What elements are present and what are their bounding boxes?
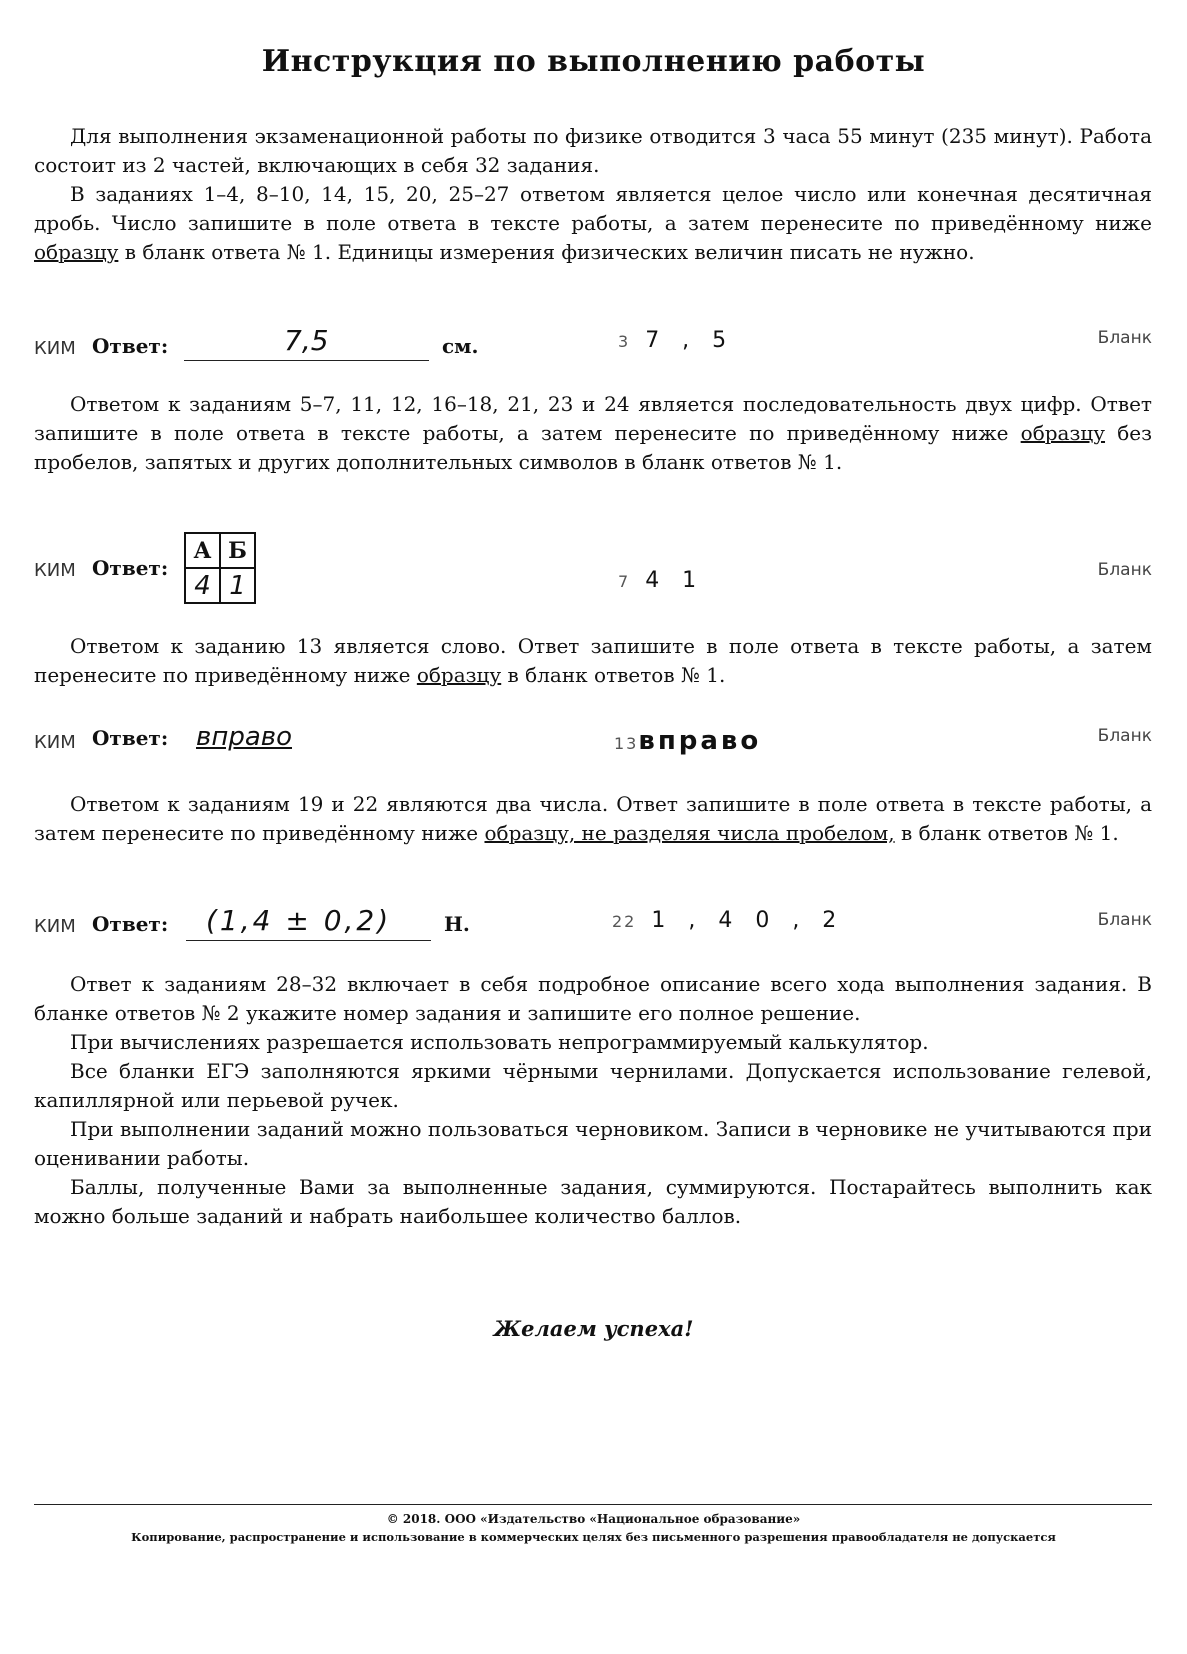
closing-paragraph-5: Баллы, полученные Вами за выполненные задания, суммируются. Постарайтесь выполнить как можно больше заданий и набрать наибольшее количество баллов.: [34, 1175, 1152, 1228]
blank-sample: 3 7 , 5: [618, 328, 735, 353]
cell-value-a: 4: [185, 568, 220, 603]
handwritten-answer: 7,5: [284, 324, 329, 357]
blank-label: Бланк: [1097, 560, 1152, 580]
closing-paragraph-1: Ответ к заданиям 28–32 включает в себя подробное описание всего хода выполнения задания. В бланке ответов № 2 укажите номер задания и запишите его полное решение.: [34, 972, 1152, 1025]
answer-label: Ответ:: [92, 726, 169, 750]
closing-paragraph-2: При вычислениях разрешается использовать непрограммируемый калькулятор.: [70, 1030, 929, 1054]
closing-paragraph-4: При выполнении заданий можно пользоваться черновиком. Записи в черновике не учитываются при оценивании работы.: [34, 1117, 1152, 1170]
intro-paragraph-1: Для выполнения экзаменационной работы по физике отводится 3 часа 55 минут (235 минут). Работа состоит из 2 частей, включающих в себя 32 задания.: [34, 124, 1152, 177]
handwritten-answer: (1,4 ± 0,2): [206, 904, 392, 937]
unit-label: см.: [442, 334, 479, 358]
answer-table: [184, 532, 256, 604]
blank-sample: 7 4 1: [618, 568, 705, 593]
unit-label: Н.: [444, 912, 470, 936]
section3-text: [34, 632, 1152, 690]
blank-sample: 13вправо: [614, 726, 762, 756]
sample-link: образцу: [416, 663, 502, 687]
closing-paragraph-3: Все бланки ЕГЭ заполняются яркими чёрными чернилами. Допускается использование гелевой, капиллярной или перьевой ручек.: [34, 1059, 1152, 1112]
section2-paragraph: Ответом к заданиям 5–7, 11, 12, 16–18, 21, 23 и 24 является последовательность двух цифр. Ответ запишите в поле ответа в тексте работы, а затем перенесите по приведённому ниже образцу без пробелов, запятых и других дополнительных символов в бланк ответов № 1.: [34, 392, 1152, 474]
intro-paragraph-2: В заданиях 1–4, 8–10, 14, 15, 20, 25–27 ответом является целое число или конечная десятичная дробь. Число запишите в поле ответа в тексте работы, а затем перенесите по приведённому ниже образцу в бланк ответа № 1. Единицы измерения физических величин писать не нужно.: [34, 182, 1152, 264]
kim-label: КИМ: [34, 560, 76, 581]
example-word-answer: [34, 718, 1152, 778]
answer-underline: [186, 940, 431, 941]
example-two-numbers-answer: [34, 902, 1152, 962]
answer-underline: [184, 360, 429, 361]
section4-paragraph: Ответом к заданиям 19 и 22 являются два числа. Ответ запишите в поле ответа в тексте работы, а затем перенесите по приведённому ниже образцу, не разделяя числа пробелом, в бланк ответов № 1.: [34, 792, 1152, 845]
good-luck-wish: Желаем успеха!: [493, 1316, 694, 1341]
page-title: Инструкция по выполнению работы: [261, 44, 926, 79]
section2-text: [34, 390, 1152, 477]
sample-link: образцу: [34, 240, 119, 264]
blank-sample: 22 1 , 4 0 , 2: [612, 908, 845, 933]
example-number-answer: [34, 322, 1152, 382]
column-header-a: А: [185, 533, 220, 568]
handwritten-answer: вправо: [196, 722, 292, 752]
footer-copyright: © 2018. ООО «Издательство «Национальное образование»: [386, 1512, 801, 1526]
answer-label: Ответ:: [92, 334, 169, 358]
answer-label: Ответ:: [92, 912, 169, 936]
closing-text: [34, 970, 1152, 1231]
blank-label: Бланк: [1097, 726, 1152, 746]
section3-paragraph: Ответом к заданию 13 является слово. Ответ запишите в поле ответа в тексте работы, а затем перенесите по приведённому ниже образцу в бланк ответов № 1.: [34, 634, 1152, 687]
answer-label: Ответ:: [92, 556, 169, 580]
cell-value-b: 1: [220, 568, 255, 603]
blank-label: Бланк: [1097, 910, 1152, 930]
sample-link: образцу, не разделяя числа пробелом,: [484, 821, 895, 845]
column-header-b: Б: [220, 533, 255, 568]
footer-divider: [34, 1504, 1152, 1505]
kim-label: КИМ: [34, 338, 76, 359]
section4-text: [34, 790, 1152, 848]
intro-text: [34, 122, 1152, 267]
sample-link: образцу: [1020, 421, 1106, 445]
kim-label: КИМ: [34, 916, 76, 937]
kim-label: КИМ: [34, 732, 76, 753]
blank-label: Бланк: [1097, 328, 1152, 348]
example-sequence-answer: [34, 530, 1152, 610]
footer-notice: Копирование, распространение и использование в коммерческих целях без письменного разрешения правообладателя не допускается: [131, 1530, 1056, 1544]
